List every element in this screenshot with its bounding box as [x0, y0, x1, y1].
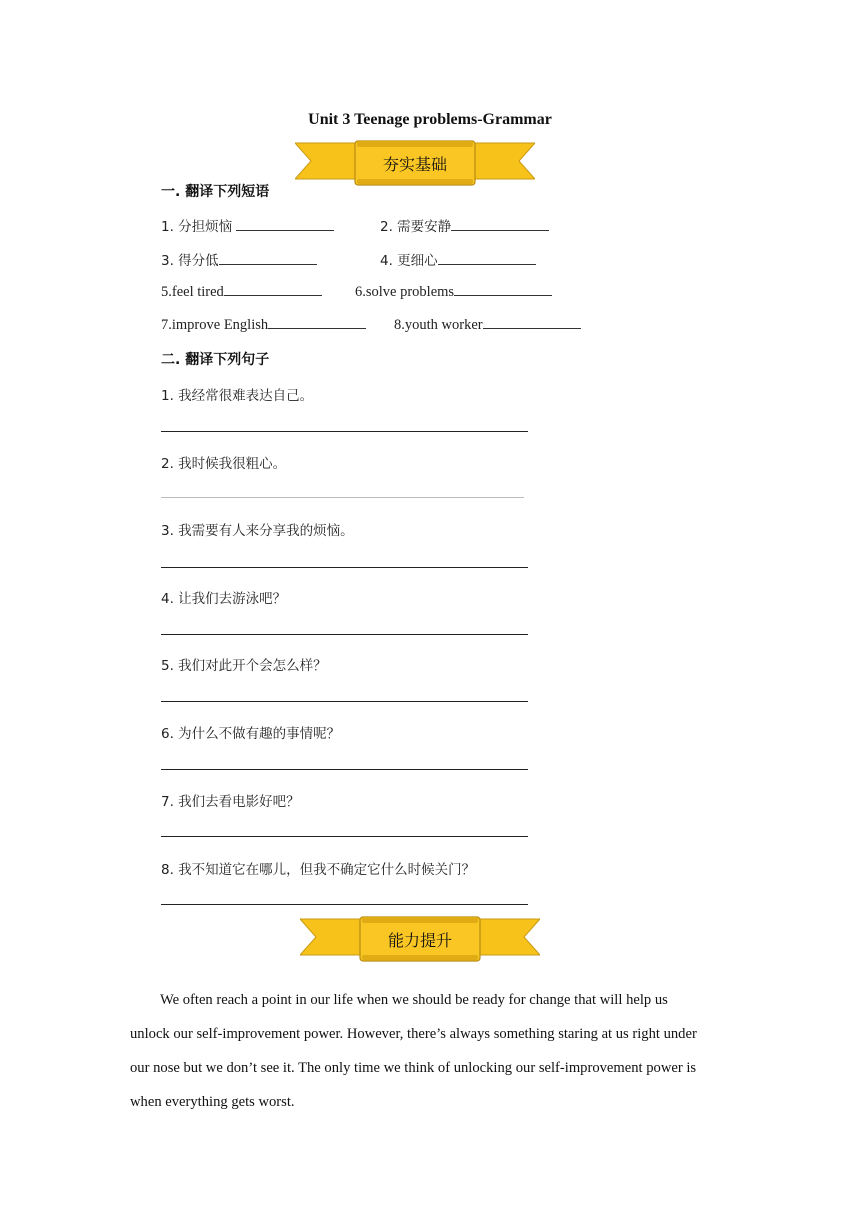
- sentence-item: 4. 让我们去游泳吧？: [161, 591, 287, 607]
- answer-blank[interactable]: [236, 218, 334, 231]
- sentence-item: 6. 为什么不做有趣的事情呢？: [161, 726, 341, 742]
- phrase-text: 2. 需要安静: [380, 219, 452, 235]
- answer-line[interactable]: [161, 769, 528, 770]
- phrase-text: 6.solve problems: [355, 284, 455, 300]
- answer-blank[interactable]: [454, 283, 552, 296]
- phrase-text: 4. 更细心: [380, 253, 438, 269]
- answer-blank[interactable]: [219, 252, 317, 265]
- section-heading-phrases: 一. 翻译下列短语: [161, 184, 270, 200]
- sentence-item: 7. 我们去看电影好吧？: [161, 794, 300, 810]
- phrase-text: 5.feel tired: [161, 284, 224, 300]
- answer-blank[interactable]: [224, 283, 322, 296]
- answer-line[interactable]: [161, 634, 528, 635]
- phrase-item: [355, 283, 552, 301]
- page-title: Unit 3 Teenage problems-Grammar: [308, 111, 552, 128]
- banner-label-basics: 夯实基础: [382, 155, 447, 174]
- answer-line[interactable]: [161, 497, 524, 498]
- answer-line[interactable]: [161, 567, 528, 568]
- sentence-item: 2. 我时候我很粗心。: [161, 456, 287, 472]
- phrase-item: [380, 215, 549, 235]
- section-banner-basics: [295, 137, 535, 189]
- answer-line[interactable]: [161, 431, 528, 432]
- section-heading-sentences: 二. 翻译下列句子: [161, 352, 270, 368]
- phrase-text: 7.improve English: [161, 317, 269, 333]
- reading-passage: [130, 983, 722, 1119]
- passage-line: when everything gets worst.: [130, 1094, 295, 1110]
- section-banner-advanced: [300, 913, 540, 965]
- phrase-text: 1. 分担烦恼: [161, 219, 233, 235]
- sentence-item: 1. 我经常很难表达自己。: [161, 388, 314, 404]
- sentence-item: 5. 我们对此开个会怎么样？: [161, 658, 327, 674]
- answer-blank[interactable]: [268, 316, 366, 329]
- passage-line: unlock our self-improvement power. However, there’s always something staring at us right under: [130, 1026, 697, 1042]
- phrase-item: [161, 249, 317, 269]
- passage-line: our nose but we don’t see it. The only time we think of unlocking our self-improvement power is: [130, 1060, 697, 1076]
- passage-line: We often reach a point in our life when we should be ready for change that will help us: [160, 992, 668, 1008]
- phrase-text: 3. 得分低: [161, 253, 219, 269]
- answer-line[interactable]: [161, 904, 528, 905]
- banner-label-advanced: 能力提升: [387, 931, 452, 950]
- phrase-text: 8.youth worker: [394, 317, 483, 333]
- sentence-item: 3. 我需要有人来分享我的烦恼。: [161, 523, 354, 539]
- answer-blank[interactable]: [483, 316, 581, 329]
- sentence-item: 8. 我不知道它在哪儿，但我不确定它什么时候关门？: [161, 862, 476, 878]
- phrase-item: [161, 215, 334, 235]
- answer-blank[interactable]: [451, 218, 549, 231]
- phrase-item: [380, 249, 536, 269]
- phrase-item: [394, 316, 581, 334]
- answer-line[interactable]: [161, 836, 528, 837]
- answer-blank[interactable]: [438, 252, 536, 265]
- phrase-item: [161, 316, 366, 334]
- answer-line[interactable]: [161, 701, 528, 702]
- phrase-item: [161, 283, 322, 301]
